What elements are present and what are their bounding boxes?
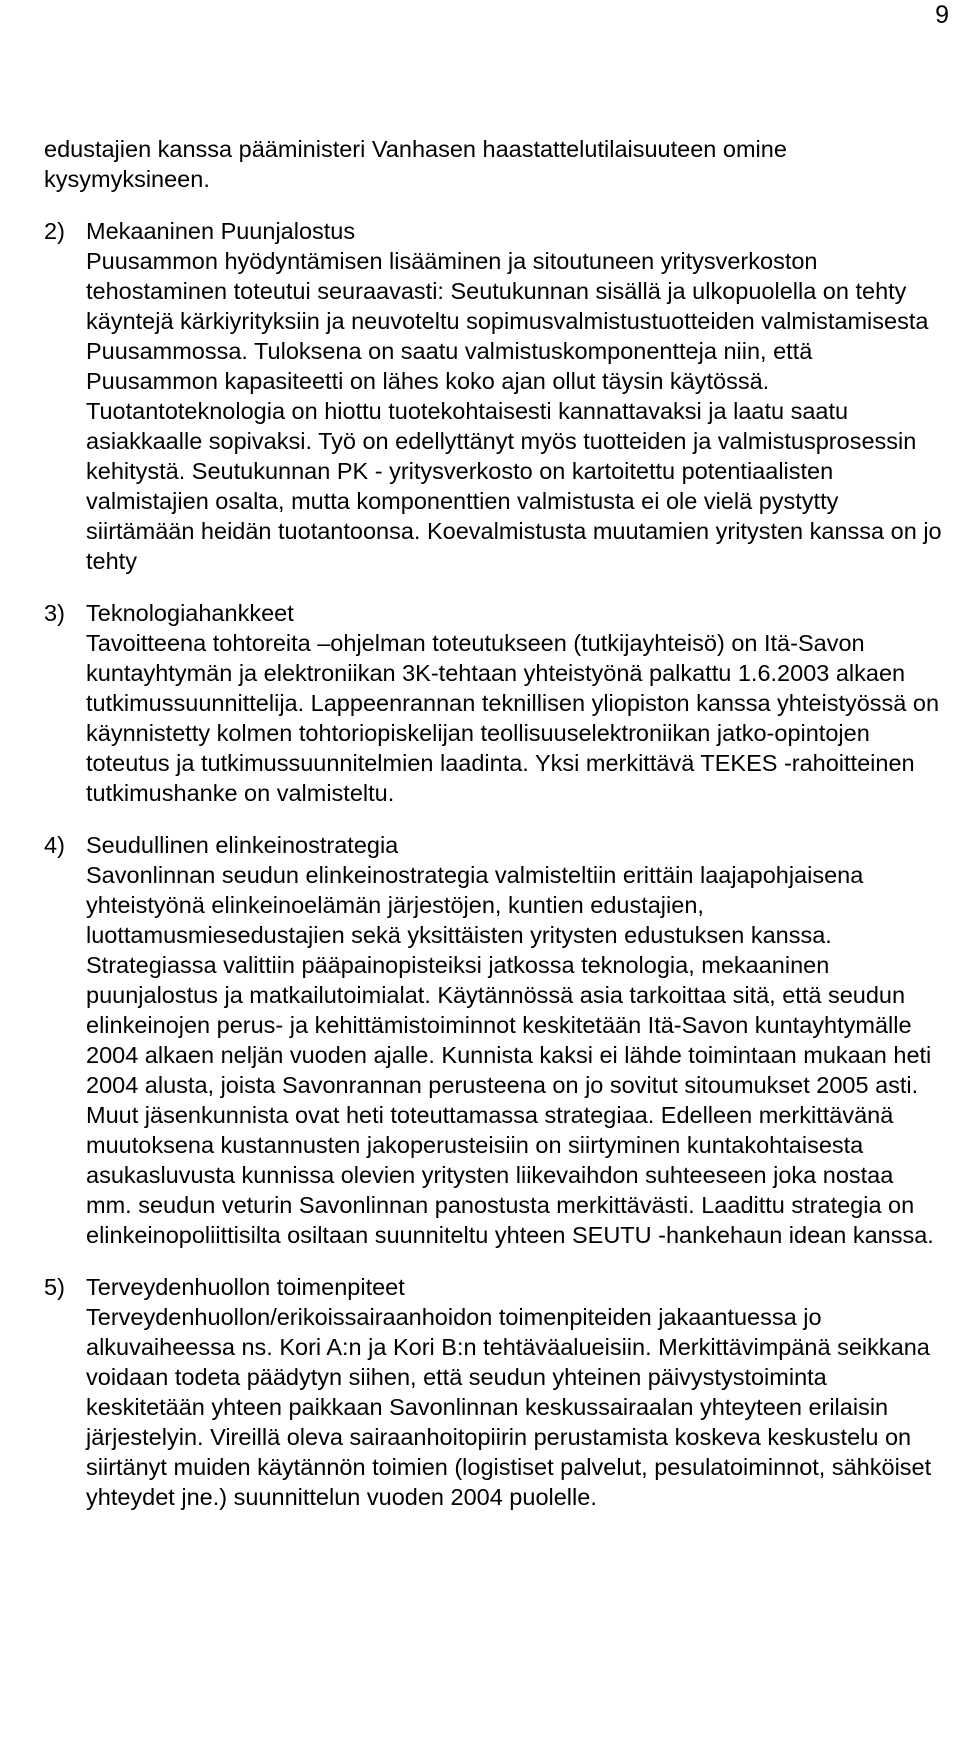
- section-mekaaninen-puunjalostus: [44, 216, 944, 576]
- section-number: 4): [44, 832, 65, 858]
- section-text: Tavoitteena tohtoreita –ohjelman toteutukseen (tutkijayhteisö) on Itä-Savon kuntayhtymän ja elektroniikan 3K-tehtaan yhteistyönä palkattu 1.6.2003 alkaen tutkimussuunnittelija. Lappeenrannan teknillisen yliopiston kanssa yhteistyössä on käynnistetty kolmen tohtoriopiskelijan teollisuuselektroniikan jatko-opintojen toteutus ja tutkimussuunnitelmien laadinta. Yksi merkittävä TEKES -rahoitteinen tutkimushanke on valmisteltu.: [86, 630, 940, 806]
- intro-paragraph: edustajien kanssa pääministeri Vanhasen haastattelutilaisuuteen omine kysymyksineen.: [44, 136, 787, 192]
- section-terveydenhuollon-toimenpiteet: [44, 1272, 944, 1512]
- document-body: [44, 134, 944, 1512]
- page-number: 9: [935, 1, 949, 29]
- section-title: Seudullinen elinkeinostrategia: [86, 832, 399, 858]
- section-text: Puusammon hyödyntämisen lisääminen ja sitoutuneen yritysverkoston tehostaminen toteutui seuraavasti: Seutukunnan sisällä ja ulkopuolella on tehty käyntejä kärkiyrityksiin ja neuvoteltu sopimusvalmistustuotteiden valmistamisesta Puusammossa. Tuloksena on saatu valmistuskomponentteja niin, että Puusammon kapasiteetti on lähes koko ajan ollut täysin käytössä. Tuotantoteknologia on hiottu tuotekohtaisesti kannattavaksi ja laatu saatu asiakkaalle sopivaksi. Työ on edellyttänyt myös tuotteiden ja valmistusprosessin kehitystä. Seutukunnan PK - yritysverkosto on kartoitettu potentiaalisten valmistajien osalta, mutta komponenttien valmistusta ei ole vielä pystytty siirtämään heidän tuotantoonsa. Koevalmistusta muutamien yritysten kanssa on jo tehty: [86, 248, 942, 574]
- section-title: Terveydenhuollon toimenpiteet: [86, 1274, 405, 1300]
- section-number: 3): [44, 600, 65, 626]
- section-number: 2): [44, 218, 65, 244]
- section-title: Mekaaninen Puunjalostus: [86, 218, 356, 244]
- section-text: Terveydenhuollon/erikoissairaanhoidon toimenpiteiden jakaantuessa jo alkuvaiheessa ns. Kori A:n ja Kori B:n tehtäväalueisiin. Merkittävimpänä seikkana voidaan todeta päädytyn siihen, että seudun yhteinen päivystystoiminta keskitetään yhteen paikkaan Savonlinnan keskussairaalan yhteyteen erilaisin järjestelyin. Vireillä oleva sairaanhoitopiirin perustamista koskeva keskustelu on siirtänyt muiden käytännön toimien (logistiset palvelut, pesulatoiminnot, sähköiset yhteydet jne.) suunnittelun vuoden 2004 puolelle.: [86, 1304, 932, 1510]
- section-teknologiahankkeet: [44, 598, 944, 808]
- section-number: 5): [44, 1274, 65, 1300]
- section-seudullinen-elinkeinostrategia: [44, 830, 944, 1250]
- section-text: Savonlinnan seudun elinkeinostrategia valmisteltiin erittäin laajapohjaisena yhteistyönä elinkeinoelämän järjestöjen, kuntien edustajien, luottamusmiesedustajien sekä yksittäisten yritysten edustuksen kanssa. Strategiassa valittiin pääpainopisteiksi jatkossa teknologia, mekaaninen puunjalostus ja matkailutoimialat. Käytännössä asia tarkoittaa sitä, että seudun elinkeinojen perus- ja kehittämistoiminnot keskitetään Itä-Savon kuntayhtymälle 2004 alkaen neljän vuoden ajalle. Kunnista kaksi ei lähde toimintaan mukaan heti 2004 alusta, joista Savonrannan perusteena on jo sovitut sitoumukset 2005 asti. Muut jäsenkunnista ovat heti toteuttamassa strategiaa. Edelleen merkittävänä muutoksena kustannusten jakoperusteisiin on siirtyminen kuntakohtaisesta asukasluvusta kunnissa olevien yritysten liikevaihdon suhteeseen joka nostaa mm. seudun veturin Savonlinnan panostusta merkittävästi. Laadittu strategia on elinkeinopoliittisilta osiltaan suunniteltu yhteen SEUTU -hankehaun idean kanssa.: [86, 862, 934, 1248]
- section-title: Teknologiahankkeet: [86, 600, 294, 626]
